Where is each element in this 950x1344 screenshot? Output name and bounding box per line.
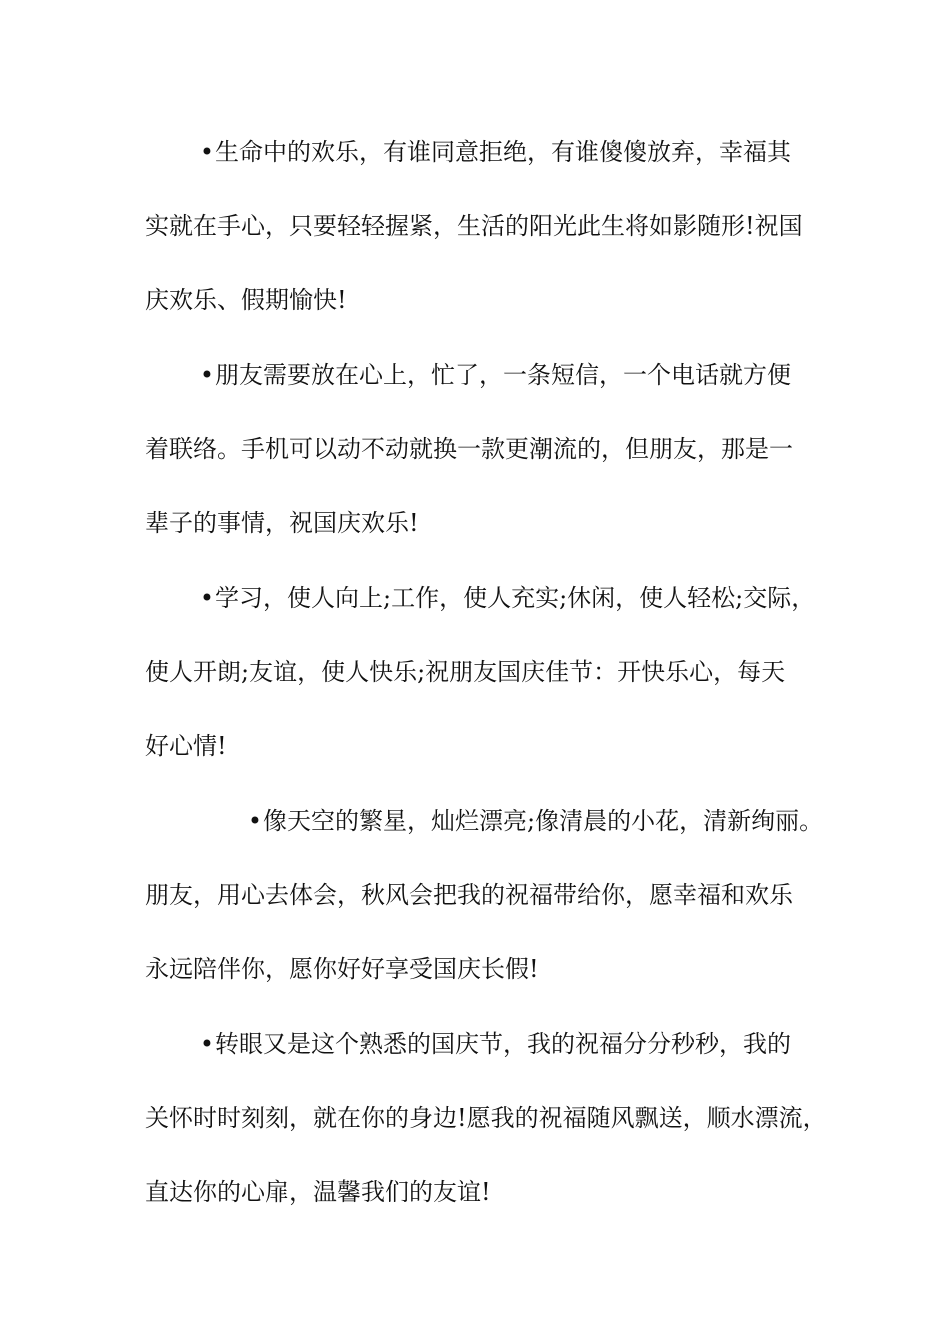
bullet-icon: • [199,1030,215,1058]
paragraph-5-line-2: 关怀时时刻刻，就在你的身边!愿我的祝福随风飘送，顺水漂流， [145,1104,827,1132]
paragraph-3-line-1 [199,583,815,613]
bullet-icon: • [247,807,263,835]
paragraph-2-line-2: 着联络。手机可以动不动就换一款更潮流的，但朋友，那是一 [145,435,793,463]
paragraph-4-line-2: 朋友，用心去体会，秋风会把我的祝福带给你，愿幸福和欢乐 [145,881,793,909]
bullet-icon: • [199,584,215,612]
line-text: 朋友需要放在心上，忙了，一条短信，一个电话就方便 [215,361,791,389]
paragraph-4-line-1 [247,806,823,836]
paragraph-1-line-2: 实就在手心，只要轻轻握紧，生活的阳光此生将如影随形!祝国 [145,212,803,240]
bullet-icon: • [199,361,215,389]
line-text: 生命中的欢乐，有谁同意拒绝，有谁傻傻放弃，幸福其 [215,138,791,166]
paragraph-2-line-3: 辈子的事情，祝国庆欢乐! [145,509,419,537]
line-text: 转眼又是这个熟悉的国庆节，我的祝福分分秒秒，我的 [215,1030,791,1058]
paragraph-1-line-3: 庆欢乐、假期愉快! [145,286,347,314]
paragraph-1-line-1 [199,137,791,167]
line-text: 像天空的繁星，灿烂漂亮;像清晨的小花，清新绚丽。 [263,807,824,835]
line-text: 学习，使人向上;工作，使人充实;休闲，使人轻松;交际， [215,584,816,612]
bullet-icon: • [199,138,215,166]
paragraph-4-line-3: 永远陪伴你，愿你好好享受国庆长假! [145,955,539,983]
paragraph-5-line-1 [199,1029,791,1059]
paragraph-3-line-2: 使人开朗;友谊，使人快乐;祝朋友国庆佳节：开快乐心，每天 [145,658,786,686]
paragraph-3-line-3: 好心情! [145,732,227,760]
paragraph-5-line-3: 直达你的心扉，温馨我们的友谊! [145,1178,491,1206]
paragraph-2-line-1 [199,360,791,390]
